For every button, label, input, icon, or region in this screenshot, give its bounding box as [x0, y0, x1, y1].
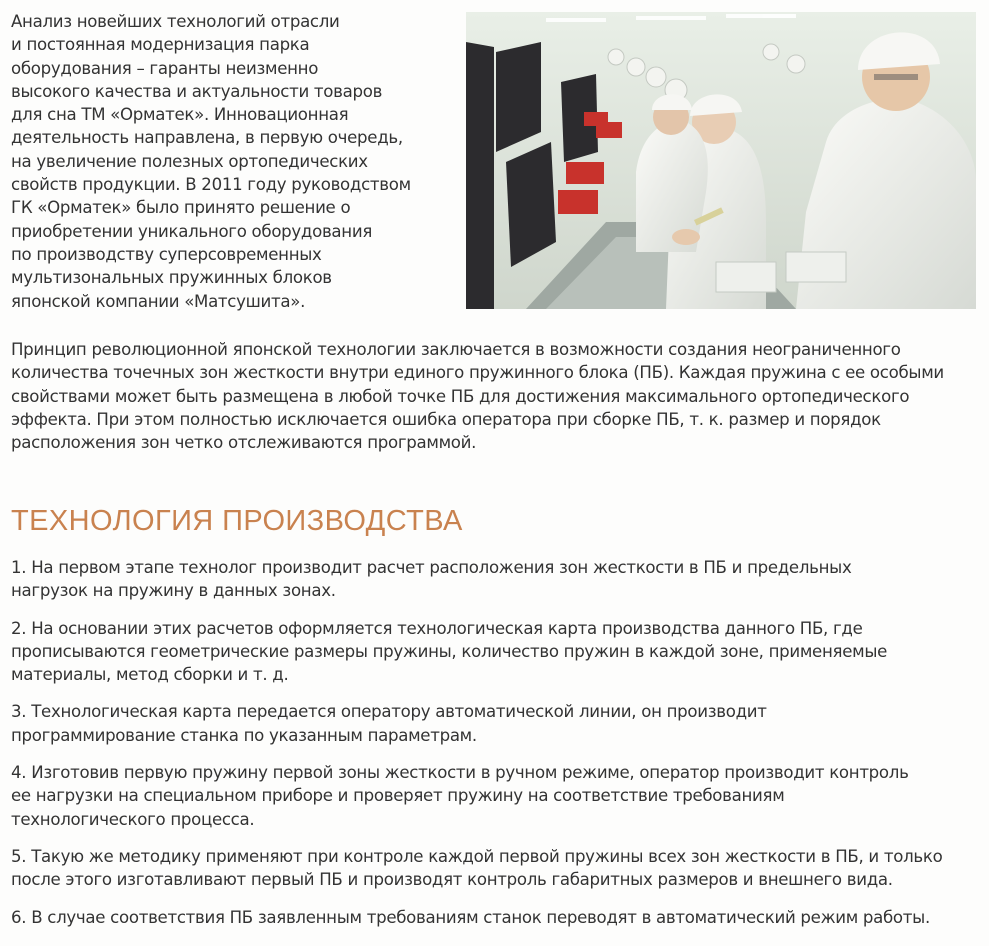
step-item: 5. Такую же методику применяют при контроле каждой первой пружины всех зон жесткости в ПБ, и только после этого изготавливают первый ПБ и производят контроль габаритных размеров и внешнего вида.	[11, 846, 943, 890]
section-heading: ТЕХНОЛОГИЯ ПРОИЗВОДСТВА	[11, 505, 463, 537]
principle-paragraph: Принцип революционной японской технологии заключается в возможности создания неограниченного количества точечных зон жесткости внутри единого пружинного блока (ПБ). Каждая пружина с ее особыми свойствами может быть размещена в любой точке ПБ для достижения максимального ортопедического эффекта. При этом полностью исключается ошибка оператора при сборке ПБ, т. к. размер и порядок расположения зон четко отслеживаются программой.	[11, 340, 944, 453]
intro-paragraph: Анализ новейших технологий отрасли и постоянная модернизация парка оборудования – гаранты неизменно высокого качества и актуальности товаров для сна ТМ «Орматек». Инновационная деятельность направлена, в первую очередь, на увеличение полезных ортопедических свойств продукции. В 2011 году руководством ГК «Орматек» было принято решение о приобретении уникального оборудования по производству суперсовременных мультизональных пружинных блоков японской компании «Матсушита».	[11, 12, 411, 311]
factory-workers-illustration	[466, 12, 976, 309]
step-item: 4. Изготовив первую пружину первой зоны жесткости в ручном режиме, оператор производит контроль ее нагрузки на специальном приборе и проверяет пружину на соответствие требованиям технологического процесса.	[11, 763, 909, 829]
step-item: 2. На основании этих расчетов оформляется технологическая карта производства данного ПБ, где прописываются геометрические размеры пружины, количество пружин в каждой зоне, применяемые материалы, метод сборки и т. д.	[11, 618, 888, 685]
steps-list	[11, 556, 981, 943]
step-item: 3. Технологическая карта передается оператору автоматической линии, он производит программирование станка по указанным параметрам.	[11, 702, 767, 745]
factory-photo	[466, 12, 976, 309]
step-item: 6. В случае соответствия ПБ заявленным требованиям станок переводят в автоматический режим работы.	[11, 907, 930, 927]
step-item: 1. На первом этапе технолог производит расчет расположения зон жесткости в ПБ и предельных нагрузок на пружину в данных зонах.	[11, 558, 852, 601]
